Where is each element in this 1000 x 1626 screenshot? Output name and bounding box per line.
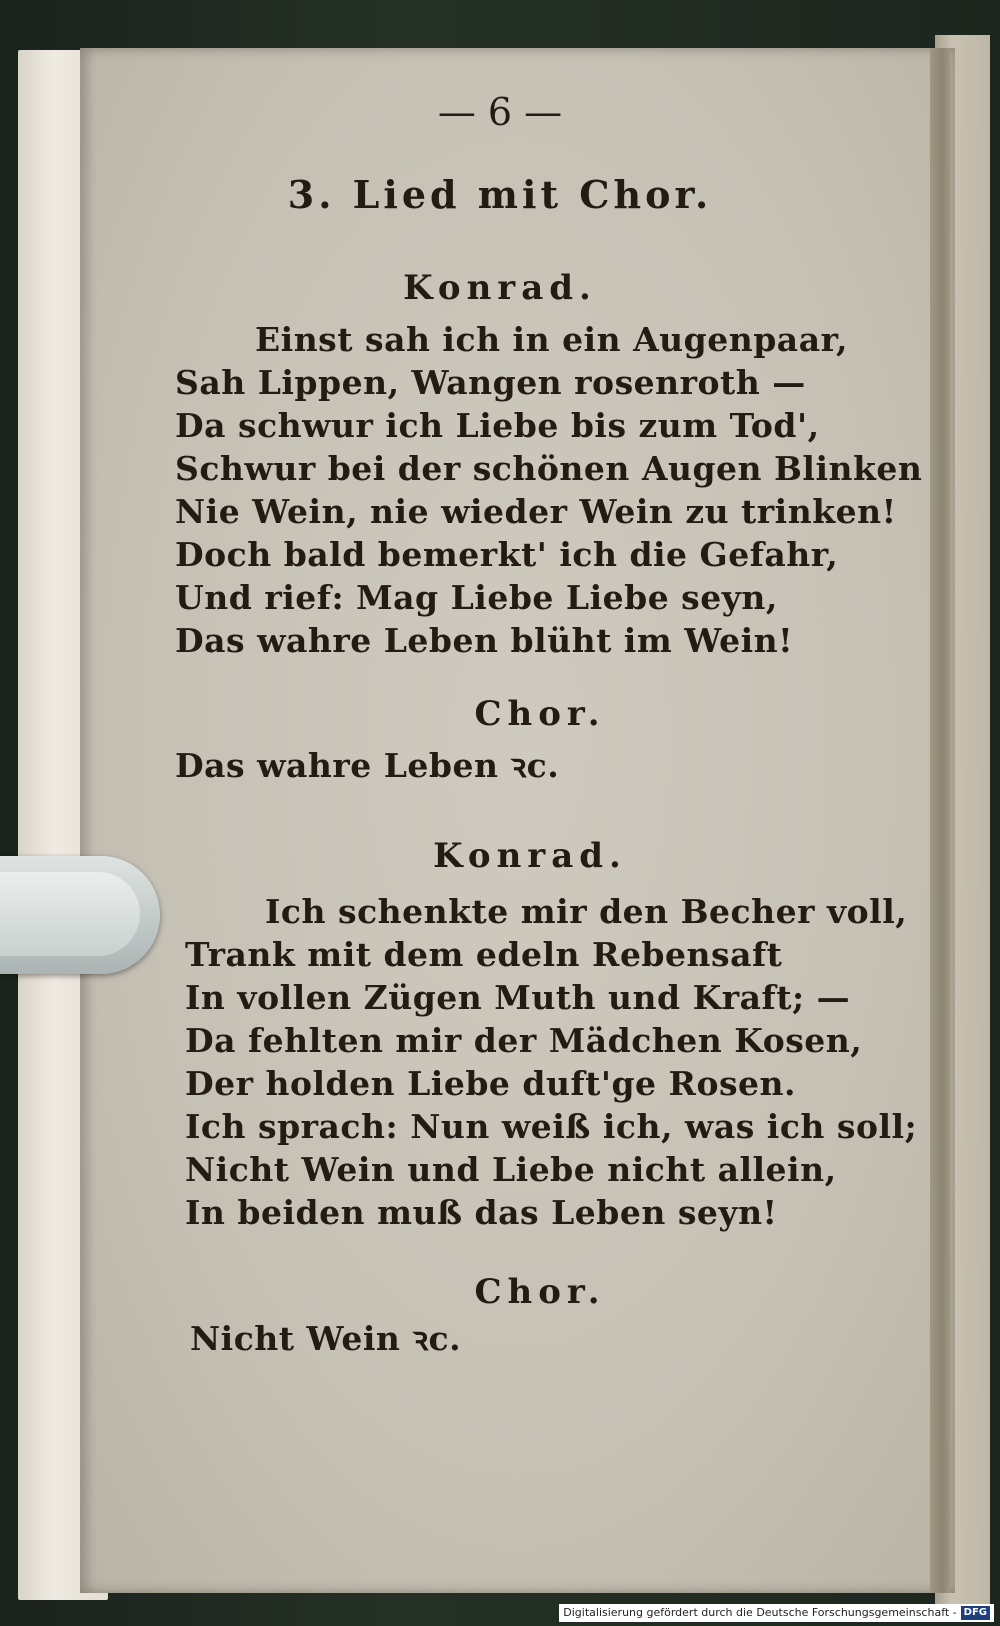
verse-line: Nicht Wein ꝛc. bbox=[190, 1319, 462, 1358]
speaker-label: Chor. bbox=[474, 694, 606, 734]
verse-line: Da fehlten mir der Mädchen Kosen, bbox=[185, 1021, 863, 1060]
speaker-label: Konrad. bbox=[433, 836, 627, 876]
verse-line: Ich schenkte mir den Becher voll, bbox=[265, 892, 908, 931]
verse-line: Nicht Wein und Liebe nicht allein, bbox=[185, 1150, 837, 1189]
verse-line: Schwur bei der schönen Augen Blinken bbox=[175, 449, 923, 488]
dfg-logo-icon: DFG bbox=[961, 1606, 990, 1620]
page-number: — 6 — bbox=[437, 90, 563, 134]
verse-line: Da schwur ich Liebe bis zum Tod', bbox=[175, 406, 820, 445]
verse-line: Und rief: Mag Liebe Liebe seyn, bbox=[175, 578, 778, 617]
verse-line: In beiden muß das Leben seyn! bbox=[185, 1193, 778, 1232]
verse-line: In vollen Zügen Muth und Kraft; — bbox=[185, 978, 851, 1017]
verse-line: Das wahre Leben ꝛc. bbox=[175, 746, 560, 785]
verse-line: Nie Wein, nie wieder Wein zu trinken! bbox=[175, 492, 897, 531]
digitization-footer bbox=[559, 1604, 994, 1622]
song-title: 3. Lied mit Chor. bbox=[287, 172, 713, 217]
speaker-label: Chor. bbox=[474, 1272, 606, 1312]
footer-text: Digitalisierung gefördert durch die Deutsche Forschungsgemeinschaft - bbox=[563, 1606, 957, 1619]
page-clip-highlight bbox=[0, 872, 140, 956]
verse-line: Einst sah ich in ein Augenpaar, bbox=[255, 320, 849, 359]
speaker-label: Konrad. bbox=[403, 268, 597, 308]
verse-line: Trank mit dem edeln Rebensaft bbox=[185, 935, 783, 974]
verse-line: Doch bald bemerkt' ich die Gefahr, bbox=[175, 535, 839, 574]
verse-line: Der holden Liebe duft'ge Rosen. bbox=[185, 1064, 797, 1103]
verse-line: Sah Lippen, Wangen rosenroth — bbox=[175, 363, 806, 402]
verse-line: Ich sprach: Nun weiß ich, was ich soll; bbox=[185, 1107, 918, 1146]
verse-line: Das wahre Leben blüht im Wein! bbox=[175, 621, 794, 660]
